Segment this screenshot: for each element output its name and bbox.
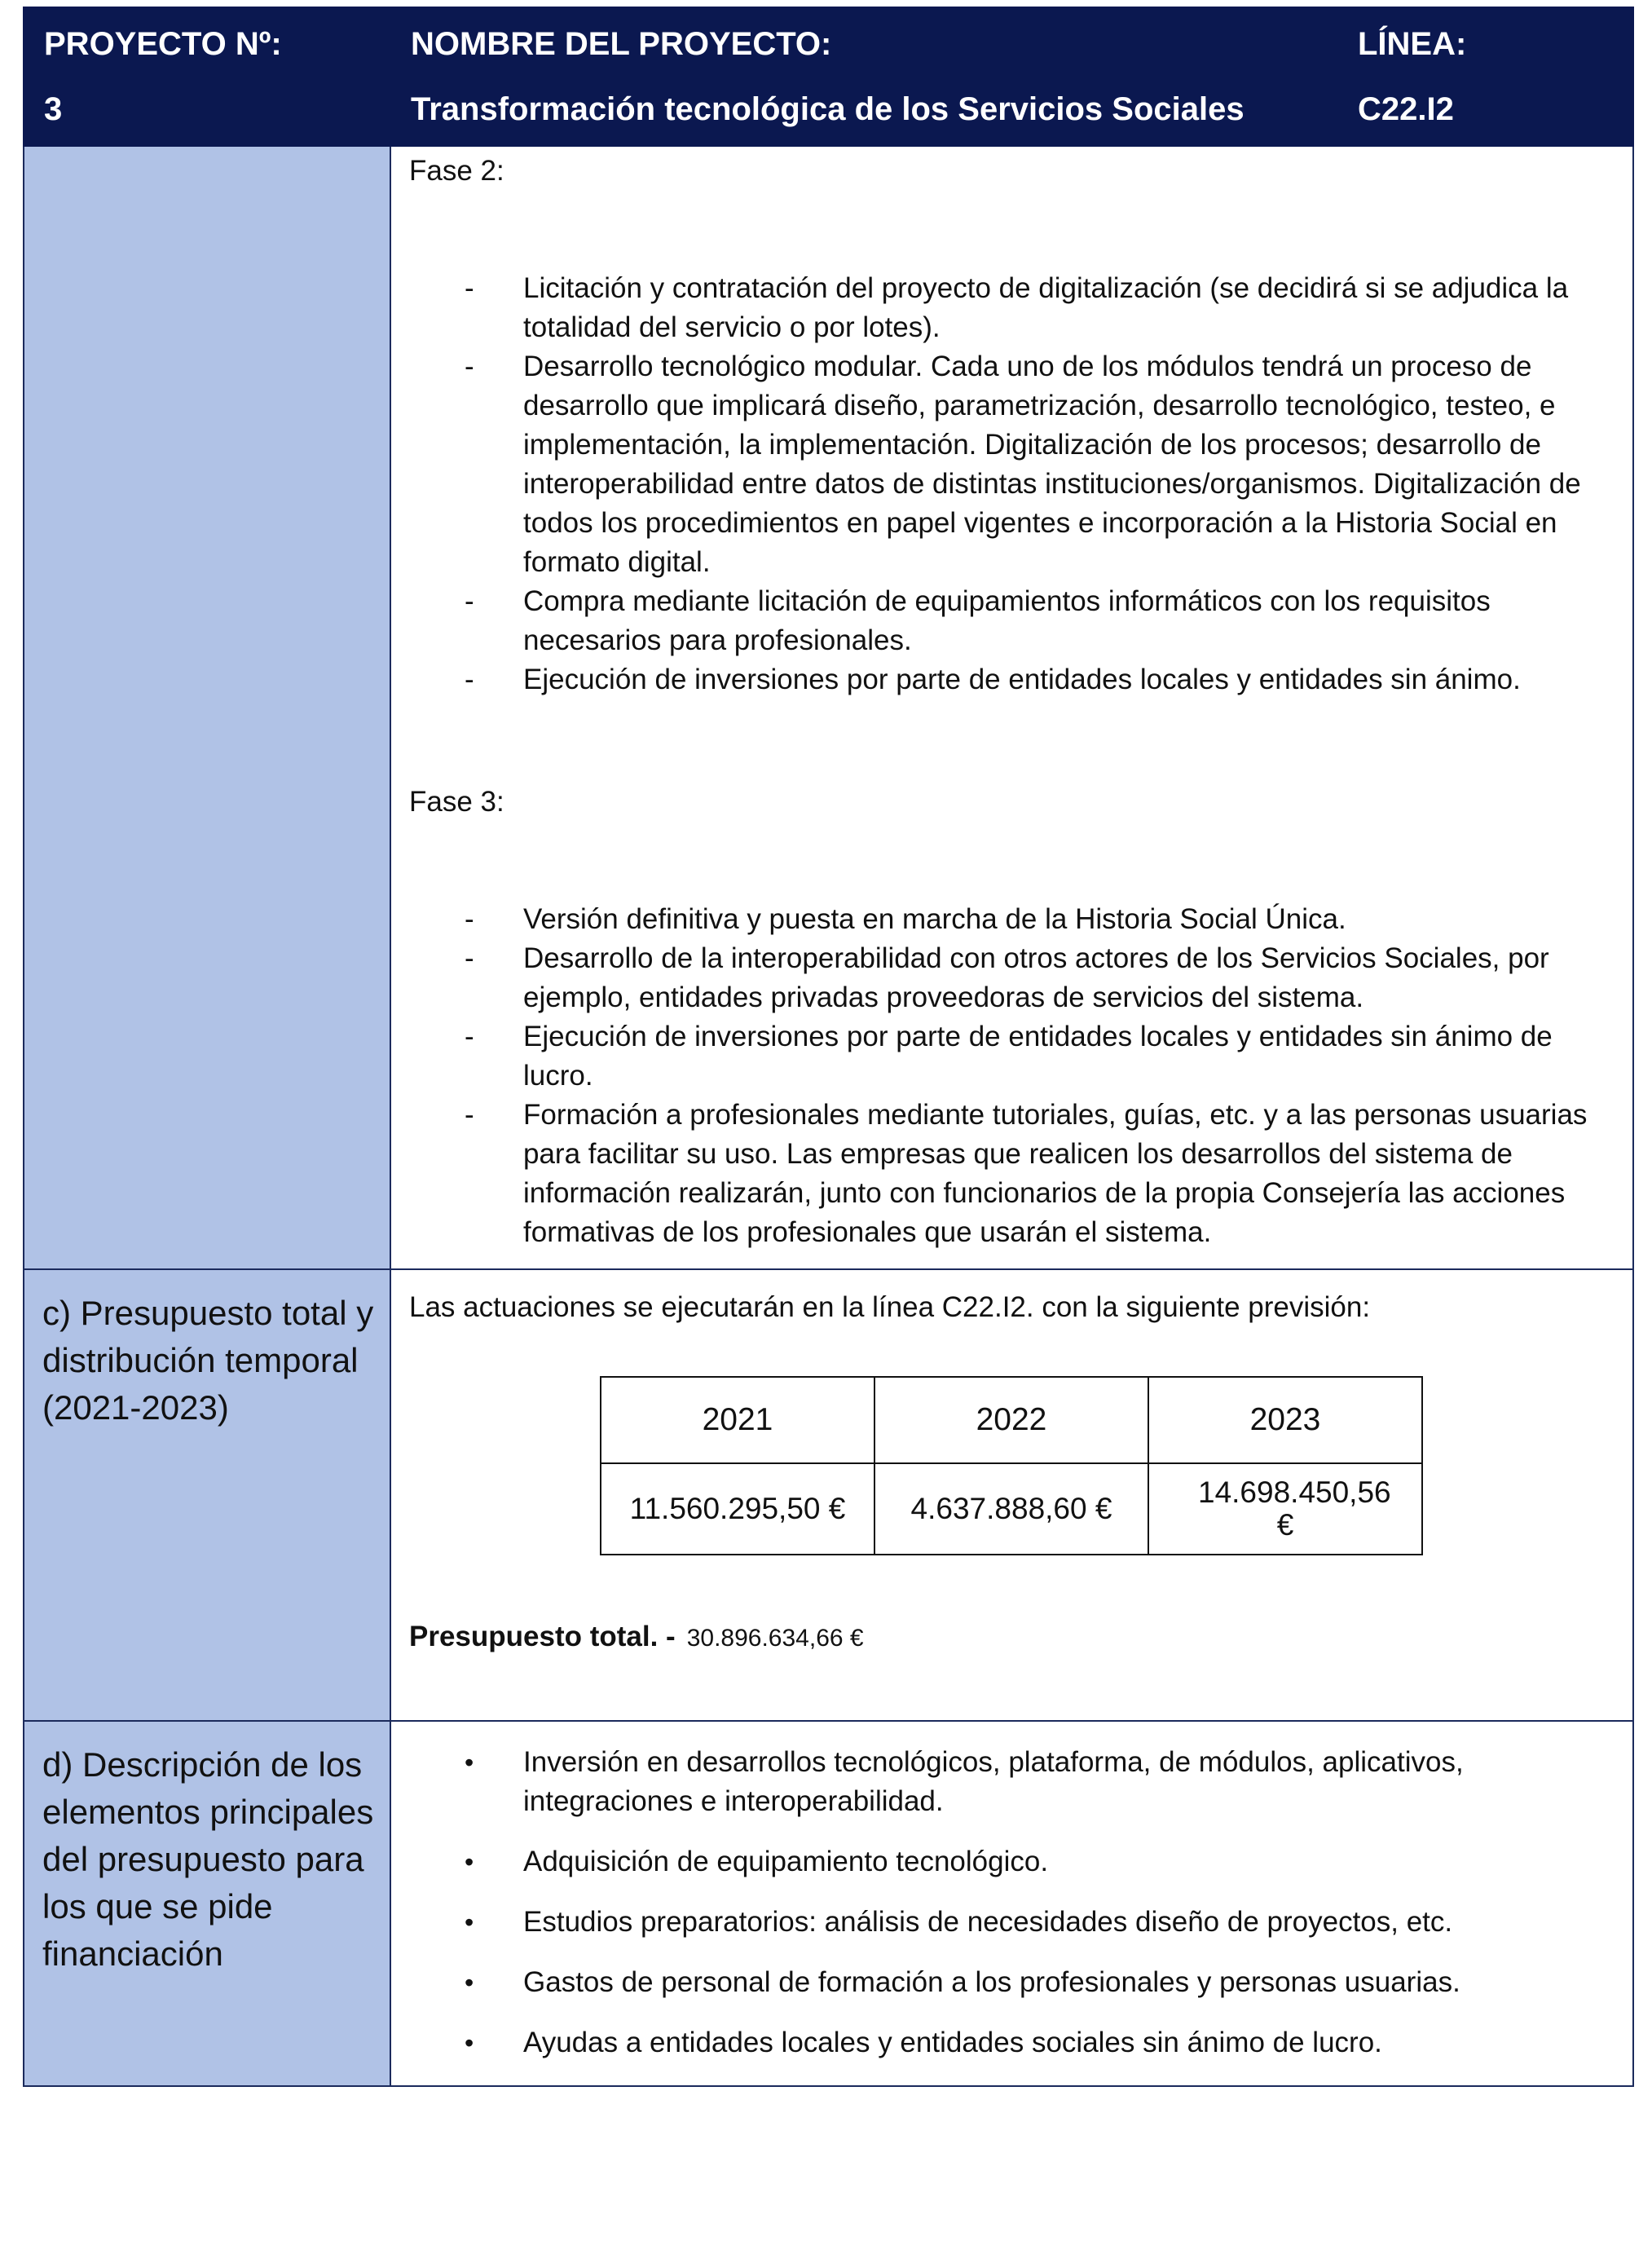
budget-intro: Las actuaciones se ejecutarán en la línea C22.I2. con la siguiente previsión: [409,1291,1371,1323]
list-item: • Estudios preparatorios: análisis de necesidades diseño de proyectos, etc. [409,1903,1613,1942]
phases-label-cell [24,146,390,1269]
dash-marker: - [465,272,474,304]
total-label: Presupuesto total. - [409,1621,676,1652]
project-name-cell [390,7,1337,146]
project-name-value: Transformación tecnológica de los Servicios Sociales [411,91,1245,127]
year-cell: 2021 [601,1377,874,1463]
list-item: - Licitación y contratación del proyecto de digitalización (se decidirá si se adjudica la totalidad del servicio o por lotes). [409,269,1613,347]
list-item: • Adquisición de equipamiento tecnológico. [409,1842,1613,1881]
dash-marker: - [465,1099,474,1131]
list-item: • Inversión en desarrollos tecnológicos, plataforma, de módulos, aplicativos, integraciones e interoperabilidad. [409,1743,1613,1821]
budget-label-cell: c) Presupuesto total y distribución temporal (2021-2023) [24,1269,390,1721]
project-name-label: NOMBRE DEL PROYECTO: [411,26,832,62]
project-number-label: PROYECTO Nº: [44,26,282,62]
bullet-marker: • [465,1968,474,1997]
dash-marker: - [465,351,474,382]
list-item: • Ayudas a entidades locales y entidades sociales sin ánimo de lucro. [409,2023,1613,2062]
bullet-marker: • [465,1908,474,1937]
project-line-label: LÍNEA: [1358,26,1467,62]
project-line-cell [1337,7,1633,146]
list-item: - Formación a profesionales mediante tutoriales, guías, etc. y a las personas usuarias para facilitar su uso. Las empresas que realicen los desarrollos del sistema de información realizarán, junto con funcionarios de la propia Consejería las acciones formativas de los profesionales que usarán el sistema. [409,1096,1613,1252]
dash-marker: - [465,585,474,617]
amount-cell: 11.560.295,50 € [601,1463,874,1555]
phase-3-list [409,900,1613,1252]
phase-3-title: Fase 3: [409,786,504,818]
phase-2-list [409,269,1613,699]
elements-label-cell: d) Descripción de los elementos principales del presupuesto para los que se pide financiación [24,1721,390,2086]
budget-content-cell [390,1269,1633,1721]
year-row [601,1377,1422,1463]
amount-row [601,1463,1422,1555]
budget-row [24,1269,1633,1721]
dash-marker: - [465,903,474,935]
project-number-value: 3 [44,91,63,127]
phases-row [24,146,1633,1269]
elements-content-cell [390,1721,1633,2086]
dash-marker: - [465,942,474,974]
bullet-marker: • [465,1847,474,1877]
bullet-marker: • [465,1748,474,1777]
amount-cell: 14.698.450,56 € [1148,1463,1422,1555]
year-cell: 2023 [1148,1377,1422,1463]
dash-marker: - [465,1021,474,1052]
elements-list [409,1743,1613,2062]
project-table [23,7,1634,2087]
project-number-cell [24,7,390,146]
list-item: - Desarrollo tecnológico modular. Cada uno de los módulos tendrá un proceso de desarrollo que implicará diseño, parametrización, desarrollo tecnológico, testeo, e implementación, la implementación. Digitalización de los procesos; desarrollo de interoperabilidad entre datos de distintas instituciones/organismos. Digitalización de todos los procedimientos en papel vigentes e incorporación a la Historia Social en formato digital. [409,347,1613,582]
list-item: - Desarrollo de la interoperabilidad con otros actores de los Servicios Sociales, por ejemplo, entidades privadas proveedoras de servicios del sistema. [409,939,1613,1017]
dash-marker: - [465,664,474,695]
phases-content-cell [390,146,1633,1269]
list-item: • Gastos de personal de formación a los profesionales y personas usuarias. [409,1963,1613,2002]
list-item: - Versión definitiva y puesta en marcha de la Historia Social Única. [409,900,1613,939]
bullet-marker: • [465,2028,474,2058]
budget-table [600,1376,1423,1555]
list-item: - Ejecución de inversiones por parte de entidades locales y entidades sin ánimo de lucro. [409,1017,1613,1096]
phase-2-title: Fase 2: [409,155,504,187]
year-cell: 2022 [874,1377,1148,1463]
list-item: - Ejecución de inversiones por parte de entidades locales y entidades sin ánimo. [409,660,1613,699]
project-line-value: C22.I2 [1358,91,1454,127]
budget-total [409,1555,1613,1658]
amount-cell: 4.637.888,60 € [874,1463,1148,1555]
list-item: - Compra mediante licitación de equipamientos informáticos con los requisitos necesarios para profesionales. [409,582,1613,660]
elements-row [24,1721,1633,2086]
total-value: 30.896.634,66 € [686,1625,864,1652]
header-row [24,7,1633,146]
